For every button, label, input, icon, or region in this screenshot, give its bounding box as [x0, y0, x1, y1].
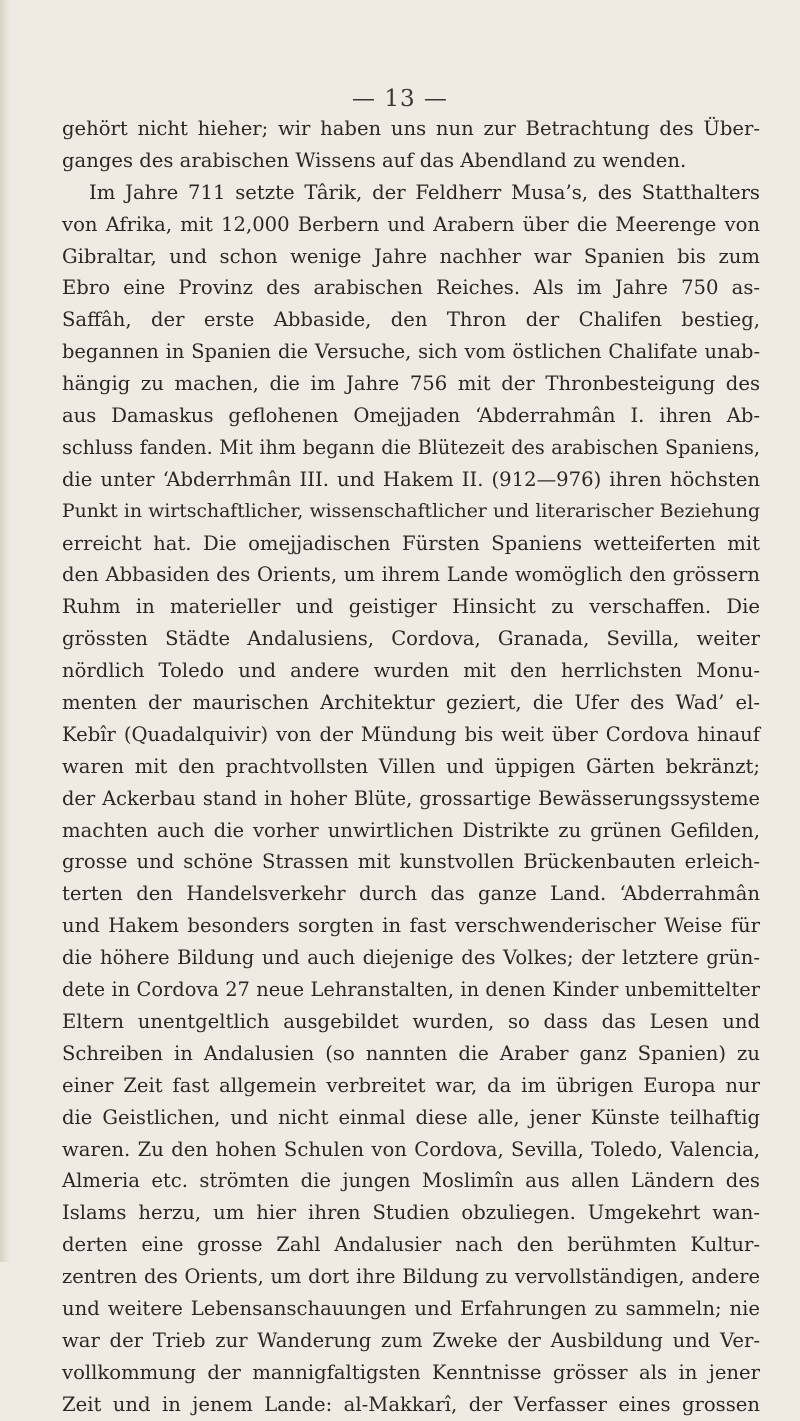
text-line: die Geistlichen, und nicht einmal diese alle, jener Künste teilhaftig: [62, 1105, 760, 1129]
text-line: und weitere Lebensanschauungen und Erfahrungen zu sammeln; nie: [62, 1296, 760, 1320]
text-line: und Hakem besonders sorgten in fast verschwenderischer Weise für: [62, 914, 760, 938]
text-line: gehört nicht hieher; wir haben uns nun zur Betrachtung des Über-: [62, 117, 760, 140]
text-line: grössten Städte Andalusiens, Cordova, Granada, Sevilla, weiter: [62, 627, 760, 651]
text-line: Gibraltar, und schon wenige Jahre nachher war Spanien bis zum: [62, 244, 760, 268]
text-line: den Abbasiden des Orients, um ihrem Lande womöglich den grössern: [62, 563, 760, 587]
text-line: menten der maurischen Architektur geziert, die Ufer des Wad’ el-: [62, 691, 760, 715]
page-number: — 13 —: [352, 86, 448, 112]
text-line: Schreiben in Andalusien (so nannten die Araber ganz Spanien) zu: [62, 1041, 760, 1065]
text-line: von Afrika, mit 12,000 Berbern und Arabern über die Meerenge von: [62, 212, 760, 236]
text-line: Zeit und in jenem Lande: al-Makkarî, der Verfasser eines grossen: [62, 1392, 760, 1416]
text-line: die höhere Bildung und auch diejenige des Volkes; der letztere grün-: [62, 946, 760, 970]
body-text: [62, 113, 760, 1421]
text-line: Ruhm in materieller und geistiger Hinsicht zu verschaffen. Die: [62, 595, 760, 619]
text-line: begannen in Spanien die Versuche, sich vom östlichen Chalifate unab-: [62, 340, 760, 364]
text-line: Eltern unentgeltlich ausgebildet wurden, so dass das Lesen und: [62, 1009, 760, 1033]
text-line: machten auch die vorher unwirtlichen Distrikte zu grünen Gefilden,: [62, 818, 760, 842]
text-line: Kebîr (Quadalquivir) von der Mündung bis weit über Cordova hinauf: [62, 722, 760, 746]
text-line: Im Jahre 711 setzte Târik, der Feldherr Musa’s, des Statthalters: [89, 180, 760, 204]
text-line: Saffâh, der erste Abbaside, den Thron der Chalifen bestieg,: [62, 308, 760, 332]
text-line: war der Trieb zur Wanderung zum Zweke der Ausbildung und Ver-: [62, 1328, 760, 1352]
text-line: schluss fanden. Mit ihm begann die Blütezeit des arabischen Spaniens,: [62, 435, 760, 459]
text-line: waren. Zu den hohen Schulen von Cordova, Sevilla, Toledo, Valencia,: [62, 1137, 760, 1161]
text-line: grosse und schöne Strassen mit kunstvollen Brückenbauten erleich-: [62, 850, 760, 874]
text-line: Punkt in wirtschaftlicher, wissenschaftlicher und literarischer Beziehung: [62, 500, 760, 522]
text-line: nördlich Toledo und andere wurden mit den herrlichsten Monu-: [62, 659, 760, 683]
text-line: die unter ‘Abderrhmân III. und Hakem II. (912—976) ihren höchsten: [62, 467, 760, 491]
page-gutter-shadow: [0, 0, 10, 1262]
text-line: erreicht hat. Die omejjadischen Fürsten Spaniens wetteiferten mit: [62, 531, 760, 555]
text-line: aus Damaskus geflohenen Omejjaden ‘Abderrahmân I. ihren Ab-: [62, 404, 760, 428]
text-line: waren mit den prachtvollsten Villen und üppigen Gärten bekränzt;: [62, 754, 760, 778]
text-line: der Ackerbau stand in hoher Blüte, grossartige Bewässerungssysteme: [62, 786, 760, 810]
text-line: vollkommung der mannigfaltigsten Kenntnisse grösser als in jener: [62, 1360, 760, 1384]
text-line: Islams herzu, um hier ihren Studien obzuliegen. Umgekehrt wan-: [62, 1201, 760, 1225]
text-line: Almeria etc. strömten die jungen Moslimîn aus allen Ländern des: [62, 1169, 760, 1193]
text-line: einer Zeit fast allgemein verbreitet war, da im übrigen Europa nur: [62, 1073, 760, 1097]
text-line: Ebro eine Provinz des arabischen Reiches. Als im Jahre 750 as-: [62, 276, 760, 300]
text-line: ganges des arabischen Wissens auf das Abendland zu wenden.: [62, 148, 687, 172]
text-line: terten den Handelsverkehr durch das ganze Land. ‘Abderrahmân: [62, 882, 760, 906]
text-line: zentren des Orients, um dort ihre Bildung zu vervollständigen, andere: [62, 1265, 760, 1289]
text-line: derten eine grosse Zahl Andalusier nach den berühmten Kultur-: [62, 1233, 760, 1257]
text-line: dete in Cordova 27 neue Lehranstalten, in denen Kinder unbemittelter: [62, 978, 760, 1002]
text-line: hängig zu machen, die im Jahre 756 mit der Thronbesteigung des: [62, 372, 760, 396]
